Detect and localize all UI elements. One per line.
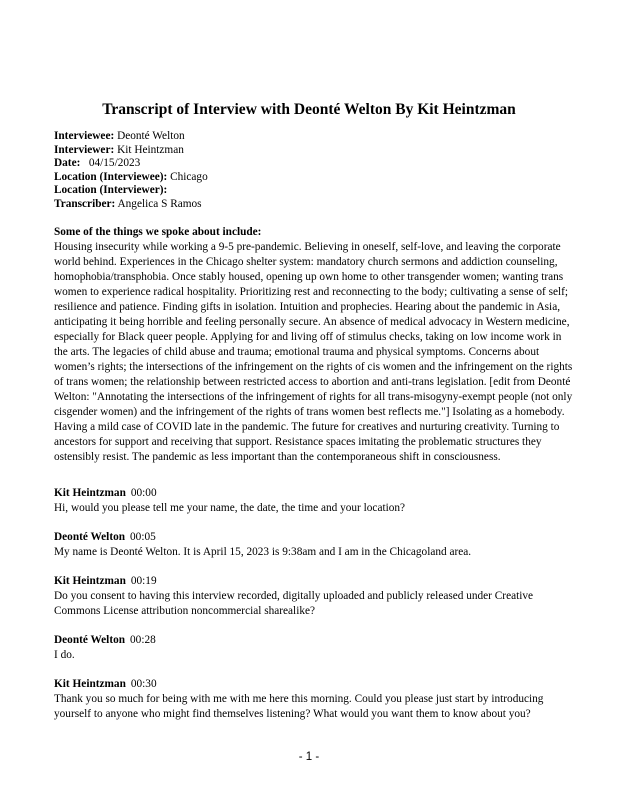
turn-text: Thank you so much for being with me with me here this morning. Could you please just start by introducing yourself to anyone who might find themselves listening? What would you want them to know about you?	[54, 693, 544, 720]
timestamp: 00:28	[130, 634, 156, 646]
meta-location-interviewer	[54, 184, 208, 198]
meta-value: Kit Heintzman	[117, 143, 184, 156]
document-title: Transcript of Interview with Deonté Welton By Kit Heintzman	[102, 101, 516, 118]
summary-section	[54, 225, 574, 465]
turn-text: Hi, would you please tell me your name, the date, the time and your location?	[54, 502, 406, 514]
meta-value: Deonté Welton	[117, 130, 185, 142]
meta-label: Interviewee:	[54, 130, 115, 142]
meta-date	[54, 157, 208, 171]
speaker-name: Deonté Welton	[54, 634, 126, 646]
meta-transcriber	[54, 198, 208, 212]
summary-heading: Some of the things we spoke about include:	[54, 226, 262, 238]
transcript-turn	[54, 633, 574, 663]
turn-text: Do you consent to having this interview recorded, digitally uploaded and publicly released under Creative Commons License attribution noncommercial sharealike?	[54, 590, 534, 617]
meta-value: 04/15/2023	[83, 157, 141, 170]
turn-text: My name is Deonté Welton. It is April 15, 2023 is 9:38am and I am in the Chicagoland area.	[54, 546, 472, 558]
transcript-turn	[54, 530, 574, 560]
speaker-name: Kit Heintzman	[54, 678, 126, 690]
meta-label: Date:	[54, 157, 81, 170]
timestamp: 00:30	[130, 678, 157, 690]
meta-label: Transcriber:	[54, 197, 116, 210]
meta-label: Location (Interviewer):	[54, 184, 168, 197]
timestamp: 00:05	[130, 531, 156, 543]
meta-label: Location (Interviewee):	[54, 170, 168, 183]
meta-location-interviewee	[54, 171, 208, 185]
timestamp: 00:00	[130, 487, 157, 499]
speaker-name: Deonté Welton	[54, 531, 126, 543]
meta-value: Angelica S Ramos	[117, 197, 202, 210]
meta-value: Chicago	[170, 170, 208, 183]
transcript-turn	[54, 486, 574, 516]
page-number: - 1 -	[298, 751, 320, 763]
meta-interviewee	[54, 130, 208, 144]
speaker-name: Kit Heintzman	[54, 487, 126, 499]
transcript-turns	[54, 486, 574, 736]
speaker-name: Kit Heintzman	[54, 575, 126, 587]
meta-interviewer	[54, 144, 208, 158]
summary-text: Housing insecurity while working a 9-5 pre-pandemic. Believing in oneself, self-love, and leaving the corporate world behind. Experiences in the Chicago shelter system: mandatory church sermons and addiction counseling, homophobia/transphobia. Once stably housed, opening up own home to other transgender women; wanting trans women to experience radical hospitality. Prioritizing rest and reconnecting to the body; cultivating a sense of self; resilience and patience. Finding gifts in isolation. Intuition and prophecies. Hearing about the pandemic in Asia, anticipating it being horrible and feeling personally secure. An absence of medical advocacy in Western medicine, especially for Black queer people. Applying for and living off of stimulus checks, taking on low income work in the arts. The legacies of child abuse and trauma; emotional trauma and physical symptoms. Concerns about women’s rights; the intersections of the infringement on the rights of cis women and the infringement on the rights of trans women; the relationship between restricted access to abortion and anti-trans legislation. [edit from Deonté Welton: "Annotating the intersections of the infringement of rights for all trans-misogyny-exempt people (not only cisgender women) and the infringement of the rights of trans women best reflects me."] Isolating as a homebody. Having a mild case of COVID late in the pandemic. The future for creatives and nurturing creativity. Turning to ancestors for support and receiving that support. Resistance spaces imitating the problematic structures they ostensibly resist. The pandemic as less important than the contemporaneous shift in consciousness.	[54, 241, 573, 463]
timestamp: 00:19	[130, 575, 157, 587]
transcript-turn	[54, 574, 574, 619]
interview-metadata	[54, 130, 208, 212]
turn-text: I do.	[54, 649, 75, 661]
meta-label: Interviewer:	[54, 143, 115, 156]
transcript-turn	[54, 677, 574, 722]
